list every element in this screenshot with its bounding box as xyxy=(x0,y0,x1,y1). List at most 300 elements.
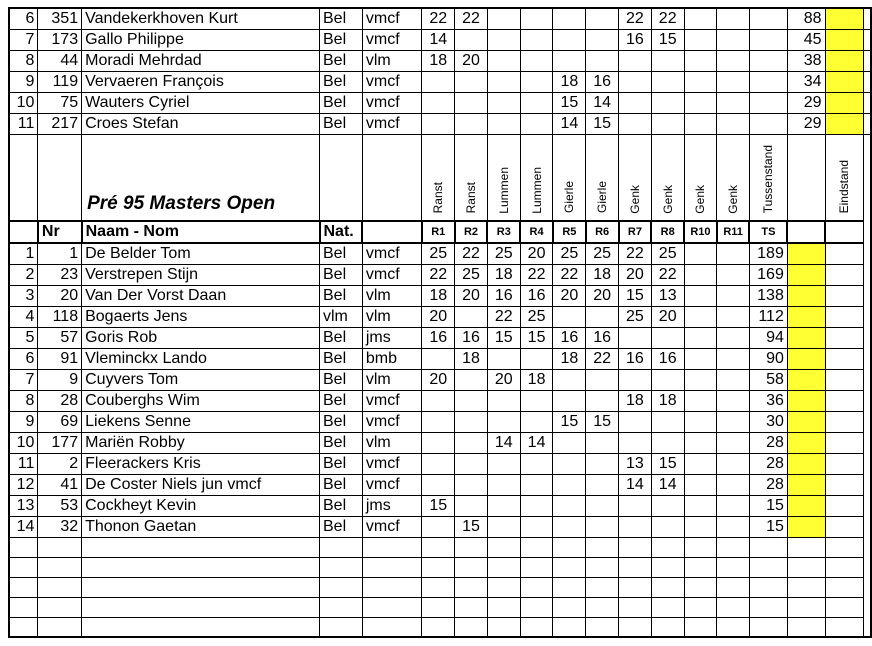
round-score-cell xyxy=(717,327,750,348)
empty-cell xyxy=(320,537,363,557)
table-row xyxy=(9,516,871,537)
empty-cell xyxy=(749,557,787,577)
final-standing-cell xyxy=(825,306,864,327)
empty-cell xyxy=(362,577,421,597)
nationality-cell: Bel xyxy=(320,516,363,537)
nationality-cell: Bel xyxy=(320,474,363,495)
round-score-cell: 22 xyxy=(619,243,652,265)
round-score-cell: 20 xyxy=(619,264,652,285)
round-score-cell: 22 xyxy=(586,348,619,369)
round-score-cell: 18 xyxy=(651,390,684,411)
nationality-cell: Bel xyxy=(320,8,363,30)
round-score-cell xyxy=(717,516,750,537)
round-score-cell xyxy=(520,348,553,369)
highlight-cell xyxy=(825,8,864,30)
club-cell: vmcf xyxy=(362,474,421,495)
round-score-cell xyxy=(422,390,455,411)
empty-cell xyxy=(586,577,619,597)
blank-cell xyxy=(320,135,363,221)
rider-number-cell: 69 xyxy=(38,411,82,432)
rider-name-cell: Couberghs Wim xyxy=(82,390,320,411)
nationality-cell: Bel xyxy=(320,495,363,516)
rider-number-cell: 119 xyxy=(38,72,82,93)
round-score-cell xyxy=(455,390,488,411)
empty-cell xyxy=(825,617,864,637)
round-score-cell xyxy=(553,30,586,51)
position-cell: 6 xyxy=(9,8,38,30)
rider-number-cell: 28 xyxy=(38,390,82,411)
highlight-cell xyxy=(787,516,825,537)
nr-header: Nr xyxy=(38,221,82,243)
rider-number-cell: 91 xyxy=(38,348,82,369)
round-score-cell xyxy=(684,474,717,495)
position-cell: 6 xyxy=(9,348,38,369)
round-score-cell xyxy=(586,432,619,453)
round-score-cell xyxy=(684,264,717,285)
empty-cell xyxy=(619,557,652,577)
final-standing-cell xyxy=(864,30,872,51)
round-score-cell xyxy=(520,8,553,30)
round-score-cell xyxy=(651,72,684,93)
rider-name-cell: Fleerackers Kris xyxy=(82,453,320,474)
empty-cell xyxy=(320,597,363,617)
round-score-cell xyxy=(586,369,619,390)
round-score-cell xyxy=(487,516,520,537)
class-title-cell xyxy=(82,135,320,221)
empty-cell xyxy=(787,537,825,557)
empty-cell xyxy=(487,557,520,577)
round-score-cell: 18 xyxy=(520,369,553,390)
round-score-cell xyxy=(651,432,684,453)
round-score-cell: 25 xyxy=(520,306,553,327)
round-score-cell: 22 xyxy=(619,8,652,30)
final-standing-cell xyxy=(825,453,864,474)
rider-name-cell: Gallo Philippe xyxy=(82,30,320,51)
table-row xyxy=(9,114,871,135)
round-score-cell xyxy=(749,93,787,114)
club-cell: bmb xyxy=(362,348,421,369)
final-label: Eindstand xyxy=(837,160,852,214)
highlight-cell xyxy=(787,348,825,369)
round-score-cell xyxy=(717,93,750,114)
sheet-body xyxy=(9,8,871,637)
rider-number-cell: 41 xyxy=(38,474,82,495)
empty-cell xyxy=(825,577,864,597)
empty-cell xyxy=(422,537,455,557)
round-score-cell xyxy=(619,369,652,390)
standing-total-cell: 189 xyxy=(749,243,787,265)
empty-cell xyxy=(651,597,684,617)
round-score-cell: 15 xyxy=(455,516,488,537)
table-row xyxy=(9,369,871,390)
standing-total-cell: 90 xyxy=(749,348,787,369)
round-score-cell xyxy=(455,432,488,453)
empty-cell xyxy=(619,577,652,597)
round-score-cell xyxy=(520,474,553,495)
table-row xyxy=(9,72,871,93)
final-standing-cell xyxy=(825,348,864,369)
club-cell: vlm xyxy=(362,432,421,453)
venue-header-cell xyxy=(553,135,586,221)
rider-name-cell: Verstrepen Stijn xyxy=(82,264,320,285)
nationality-cell: Bel xyxy=(320,411,363,432)
round-score-cell xyxy=(586,30,619,51)
position-cell: 5 xyxy=(9,327,38,348)
venue-header-cell xyxy=(651,135,684,221)
standing-label: Tussenstand xyxy=(761,145,776,214)
empty-cell xyxy=(520,597,553,617)
round-score-cell xyxy=(684,8,717,30)
nationality-cell: Bel xyxy=(320,285,363,306)
empty-cell xyxy=(422,597,455,617)
final-standing-cell xyxy=(825,516,864,537)
nationality-cell: Bel xyxy=(320,369,363,390)
nationality-cell: Bel xyxy=(320,243,363,265)
empty-cell xyxy=(684,557,717,577)
round-score-cell: 15 xyxy=(553,411,586,432)
empty-row xyxy=(9,537,871,557)
empty-cell xyxy=(455,577,488,597)
empty-cell xyxy=(362,537,421,557)
rider-name-cell: Vandekerkhoven Kurt xyxy=(82,8,320,30)
rider-number-cell: 75 xyxy=(38,93,82,114)
empty-cell xyxy=(684,597,717,617)
round-score-cell xyxy=(487,411,520,432)
nationality-cell: Bel xyxy=(320,51,363,72)
empty-cell xyxy=(487,597,520,617)
final-standing-cell xyxy=(825,327,864,348)
highlight-cell xyxy=(825,51,864,72)
empty-cell xyxy=(520,617,553,637)
empty-cell xyxy=(749,577,787,597)
round-score-cell: 16 xyxy=(619,348,652,369)
nat-header: Nat. xyxy=(320,221,363,243)
round-score-cell xyxy=(586,495,619,516)
highlight-cell xyxy=(787,432,825,453)
round-score-cell: 20 xyxy=(422,369,455,390)
position-cell: 11 xyxy=(9,453,38,474)
round-score-cell xyxy=(684,93,717,114)
header-row xyxy=(9,221,871,243)
standing-total-cell: 28 xyxy=(749,474,787,495)
table-row xyxy=(9,474,871,495)
round-score-cell xyxy=(553,516,586,537)
round-score-cell: 16 xyxy=(651,348,684,369)
empty-cell xyxy=(9,537,38,557)
empty-row xyxy=(9,577,871,597)
empty-cell xyxy=(749,617,787,637)
round-score-cell xyxy=(553,495,586,516)
empty-cell xyxy=(82,597,320,617)
round-score-cell xyxy=(684,453,717,474)
rider-number-cell: 351 xyxy=(38,8,82,30)
table-row xyxy=(9,327,871,348)
round-score-cell xyxy=(619,51,652,72)
rider-name-cell: Vleminckx Lando xyxy=(82,348,320,369)
round-score-cell xyxy=(422,72,455,93)
round-score-cell: 16 xyxy=(586,327,619,348)
position-cell: 2 xyxy=(9,264,38,285)
round-score-cell: 25 xyxy=(553,243,586,265)
round-header: R2 xyxy=(455,221,488,243)
round-score-cell: 13 xyxy=(651,285,684,306)
round-score-cell: 16 xyxy=(586,72,619,93)
round-score-cell: 22 xyxy=(422,8,455,30)
empty-cell xyxy=(717,557,750,577)
ts-header: TS xyxy=(749,221,787,243)
venue-label: Lummen xyxy=(496,166,511,214)
round-score-cell xyxy=(717,474,750,495)
round-score-cell xyxy=(455,93,488,114)
round-score-cell xyxy=(586,474,619,495)
empty-cell xyxy=(717,597,750,617)
rider-number-cell: 57 xyxy=(38,327,82,348)
blank-header xyxy=(787,221,825,243)
highlight-cell xyxy=(787,306,825,327)
round-score-cell xyxy=(717,432,750,453)
empty-cell xyxy=(320,557,363,577)
highlight-cell xyxy=(787,369,825,390)
round-score-cell xyxy=(422,516,455,537)
empty-cell xyxy=(586,617,619,637)
round-score-cell: 20 xyxy=(586,285,619,306)
rider-name-cell: Wauters Cyriel xyxy=(82,93,320,114)
empty-cell xyxy=(320,617,363,637)
round-header: R5 xyxy=(553,221,586,243)
empty-cell xyxy=(787,557,825,577)
rider-number-cell: 1 xyxy=(38,243,82,265)
round-header: R10 xyxy=(684,221,717,243)
rider-name-cell: Cuyvers Tom xyxy=(82,369,320,390)
nationality-cell: Bel xyxy=(320,30,363,51)
round-score-cell xyxy=(684,285,717,306)
round-score-cell xyxy=(487,51,520,72)
position-cell: 9 xyxy=(9,72,38,93)
round-score-cell xyxy=(422,93,455,114)
position-cell: 4 xyxy=(9,306,38,327)
empty-cell xyxy=(553,557,586,577)
round-score-cell xyxy=(684,114,717,135)
blank-cell xyxy=(38,135,82,221)
empty-cell xyxy=(38,597,82,617)
empty-cell xyxy=(651,537,684,557)
final-standing-cell xyxy=(864,8,872,30)
standing-total-cell: 169 xyxy=(749,264,787,285)
round-score-cell: 25 xyxy=(619,306,652,327)
round-score-cell xyxy=(553,390,586,411)
table-row xyxy=(9,390,871,411)
club-cell: vlm xyxy=(362,369,421,390)
club-cell: vmcf xyxy=(362,8,421,30)
round-score-cell xyxy=(553,453,586,474)
venue-header-cell xyxy=(487,135,520,221)
round-header: R1 xyxy=(422,221,455,243)
round-score-cell xyxy=(487,495,520,516)
standing-total-cell: 29 xyxy=(787,93,825,114)
empty-cell xyxy=(487,577,520,597)
nationality-cell: Bel xyxy=(320,327,363,348)
final-standing-cell xyxy=(825,285,864,306)
round-score-cell: 15 xyxy=(487,327,520,348)
round-score-cell xyxy=(684,243,717,265)
venue-label: Genk xyxy=(693,184,708,214)
table-row xyxy=(9,8,871,30)
blank-cell xyxy=(9,221,38,243)
round-score-cell xyxy=(586,51,619,72)
round-score-cell: 20 xyxy=(651,306,684,327)
round-header: R4 xyxy=(520,221,553,243)
round-score-cell: 15 xyxy=(586,411,619,432)
position-cell: 1 xyxy=(9,243,38,265)
empty-cell xyxy=(82,577,320,597)
round-score-cell xyxy=(520,516,553,537)
table-row xyxy=(9,306,871,327)
round-score-cell xyxy=(717,30,750,51)
round-score-cell: 22 xyxy=(651,264,684,285)
round-header: R11 xyxy=(717,221,750,243)
round-score-cell xyxy=(455,453,488,474)
empty-cell xyxy=(362,557,421,577)
round-score-cell xyxy=(684,495,717,516)
round-header: R3 xyxy=(487,221,520,243)
position-cell: 11 xyxy=(9,114,38,135)
rider-name-cell: Croes Stefan xyxy=(82,114,320,135)
round-score-cell xyxy=(717,264,750,285)
rider-number-cell: 9 xyxy=(38,369,82,390)
round-score-cell xyxy=(651,495,684,516)
empty-cell xyxy=(82,557,320,577)
round-score-cell xyxy=(487,8,520,30)
round-score-cell xyxy=(651,51,684,72)
final-standing-cell xyxy=(825,243,864,265)
round-score-cell: 18 xyxy=(553,348,586,369)
round-score-cell xyxy=(455,411,488,432)
empty-cell xyxy=(651,557,684,577)
club-cell: vlm xyxy=(362,51,421,72)
round-score-cell xyxy=(455,369,488,390)
round-score-cell xyxy=(717,8,750,30)
rider-number-cell: 23 xyxy=(38,264,82,285)
position-cell: 8 xyxy=(9,390,38,411)
empty-cell xyxy=(9,617,38,637)
rider-name-cell: Vervaeren François xyxy=(82,72,320,93)
venue-label: Genk xyxy=(726,184,741,214)
round-score-cell: 20 xyxy=(487,369,520,390)
final-standing-cell xyxy=(864,72,872,93)
final-standing-cell xyxy=(864,93,872,114)
round-score-cell: 18 xyxy=(586,264,619,285)
round-score-cell xyxy=(586,306,619,327)
empty-cell xyxy=(553,597,586,617)
position-cell: 14 xyxy=(9,516,38,537)
round-score-cell: 16 xyxy=(422,327,455,348)
round-score-cell: 16 xyxy=(520,285,553,306)
round-score-cell: 25 xyxy=(586,243,619,265)
empty-cell xyxy=(619,617,652,637)
table-row xyxy=(9,348,871,369)
venue-header-cell xyxy=(717,135,750,221)
round-score-cell: 25 xyxy=(487,243,520,265)
round-score-cell xyxy=(717,348,750,369)
round-score-cell xyxy=(717,285,750,306)
round-score-cell: 15 xyxy=(553,93,586,114)
position-cell: 9 xyxy=(9,411,38,432)
round-score-cell xyxy=(749,8,787,30)
final-header-cell xyxy=(825,135,864,221)
round-score-cell xyxy=(717,114,750,135)
round-score-cell xyxy=(619,495,652,516)
club-cell: vmcf xyxy=(362,243,421,265)
round-score-cell xyxy=(422,453,455,474)
round-score-cell xyxy=(717,243,750,265)
venue-header-cell xyxy=(455,135,488,221)
position-cell: 13 xyxy=(9,495,38,516)
round-score-cell: 14 xyxy=(487,432,520,453)
empty-cell xyxy=(320,577,363,597)
round-score-cell xyxy=(553,369,586,390)
empty-cell xyxy=(553,577,586,597)
empty-cell xyxy=(586,557,619,577)
club-cell: vmcf xyxy=(362,264,421,285)
venue-label: Genk xyxy=(627,184,642,214)
round-score-cell: 20 xyxy=(455,285,488,306)
final-standing-cell xyxy=(825,432,864,453)
round-score-cell xyxy=(651,114,684,135)
empty-cell xyxy=(586,537,619,557)
round-header: R8 xyxy=(651,221,684,243)
round-score-cell xyxy=(520,114,553,135)
blank-cell xyxy=(362,135,421,221)
round-header: R6 xyxy=(586,221,619,243)
final-standing-cell xyxy=(825,369,864,390)
highlight-cell xyxy=(787,453,825,474)
round-score-cell: 14 xyxy=(553,114,586,135)
round-score-cell xyxy=(749,30,787,51)
rider-name-cell: De Belder Tom xyxy=(82,243,320,265)
round-score-cell xyxy=(717,369,750,390)
standing-total-cell: 112 xyxy=(749,306,787,327)
empty-cell xyxy=(38,537,82,557)
empty-cell xyxy=(82,537,320,557)
rider-name-cell: Moradi Mehrdad xyxy=(82,51,320,72)
round-score-cell xyxy=(684,306,717,327)
standing-total-cell: 45 xyxy=(787,30,825,51)
round-score-cell: 16 xyxy=(553,327,586,348)
rider-number-cell: 53 xyxy=(38,495,82,516)
standing-total-cell: 34 xyxy=(787,72,825,93)
round-score-cell xyxy=(749,51,787,72)
round-score-cell xyxy=(717,72,750,93)
rider-number-cell: 118 xyxy=(38,306,82,327)
table-row xyxy=(9,30,871,51)
table-row xyxy=(9,243,871,265)
highlight-cell xyxy=(825,114,864,135)
position-cell: 3 xyxy=(9,285,38,306)
club-cell: vmcf xyxy=(362,72,421,93)
rider-name-cell: Goris Rob xyxy=(82,327,320,348)
highlight-cell xyxy=(787,495,825,516)
round-score-cell xyxy=(553,51,586,72)
rider-name-cell: Cockheyt Kevin xyxy=(82,495,320,516)
empty-cell xyxy=(9,577,38,597)
round-score-cell: 22 xyxy=(487,306,520,327)
standing-total-cell: 38 xyxy=(787,51,825,72)
round-score-cell: 16 xyxy=(487,285,520,306)
round-header: R7 xyxy=(619,221,652,243)
round-score-cell xyxy=(520,390,553,411)
final-standing-cell xyxy=(825,495,864,516)
round-score-cell xyxy=(487,348,520,369)
